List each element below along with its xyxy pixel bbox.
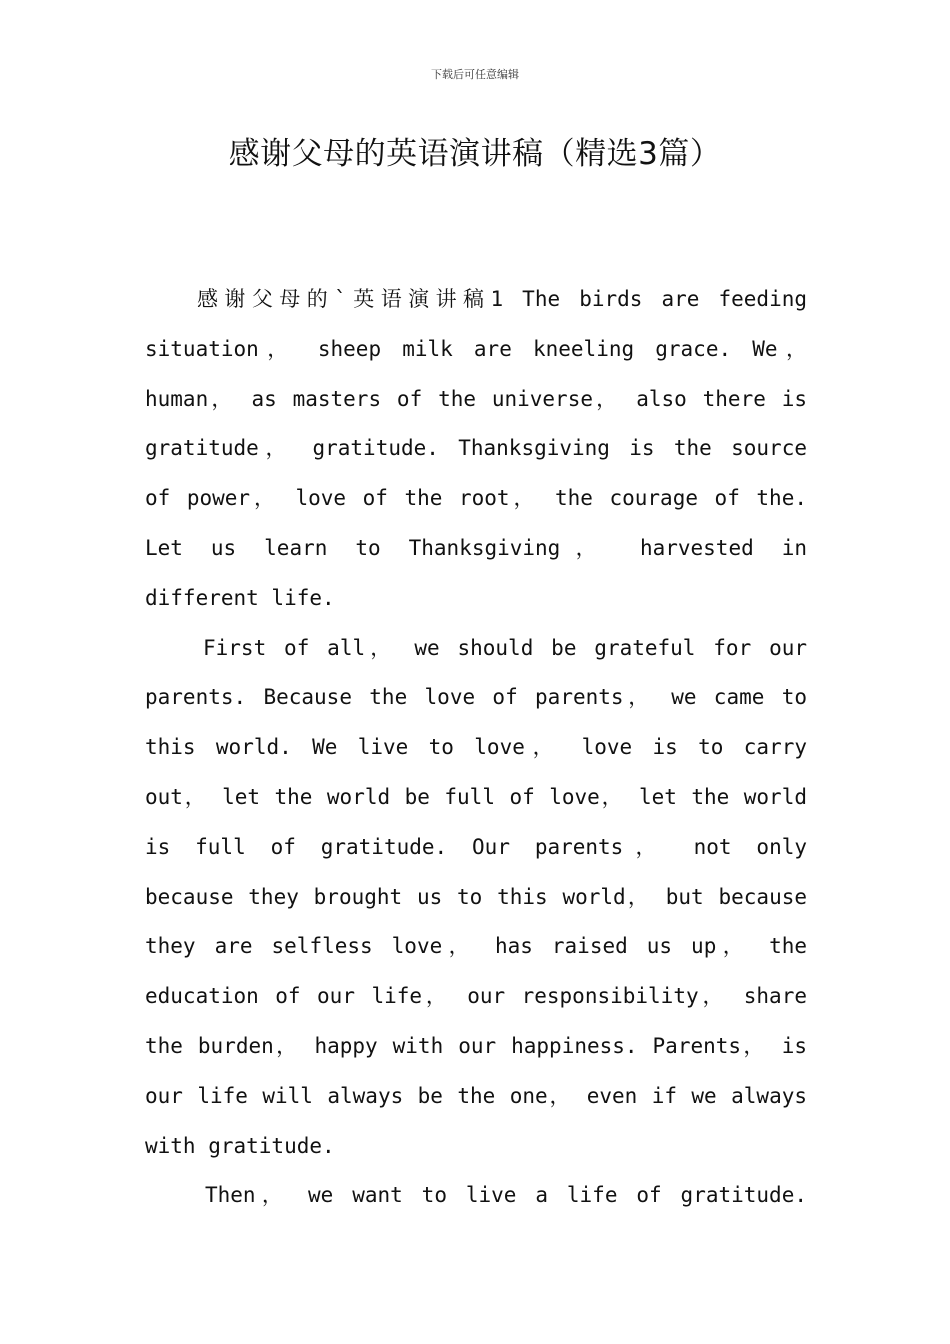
text-line: because they brought us to this world， but because bbox=[145, 884, 807, 909]
text-line: 感谢父母的`英语演讲稿1 The birds are feeding bbox=[197, 287, 807, 311]
text-line: First of all， we should be grateful for our bbox=[203, 635, 807, 660]
text-line: human， as masters of the universe， also there is bbox=[145, 386, 807, 411]
text-line: this world. We live to love， love is to carry bbox=[145, 735, 807, 760]
text-line: situation， sheep milk are kneeling grace. We， bbox=[145, 336, 807, 361]
text-line: education of our life， our responsibility， share bbox=[145, 984, 807, 1009]
text-line: gratitude， gratitude. Thanksgiving is the source bbox=[145, 436, 807, 461]
paragraph-3 bbox=[145, 1171, 807, 1221]
text-line: Then， we want to live a life of gratitude. bbox=[205, 1183, 807, 1208]
document-title: 感谢父母的英语演讲稿（精选3篇） bbox=[228, 136, 722, 172]
text-line: out， let the world be full of love， let the world bbox=[145, 784, 807, 809]
text-line: different life. bbox=[145, 585, 335, 610]
header-note: 下载后可任意编辑 bbox=[431, 68, 519, 81]
text-line: the burden， happy with our happiness. Parents， is bbox=[145, 1033, 807, 1058]
text-line: of power， love of the root， the courage of the. bbox=[145, 486, 807, 511]
paragraph-2 bbox=[145, 624, 807, 1172]
text-line: parents. Because the love of parents， we came to bbox=[145, 685, 807, 710]
text-line: Let us learn to Thanksgiving， harvested in bbox=[145, 535, 807, 560]
text-line: our life will always be the one， even if we always bbox=[145, 1083, 807, 1108]
paragraph-1 bbox=[145, 275, 807, 624]
text-line: with gratitude. bbox=[145, 1133, 335, 1158]
text-line: they are selfless love， has raised us up， the bbox=[145, 934, 807, 959]
document-body bbox=[145, 275, 807, 1221]
text-line: is full of gratitude. Our parents， not only bbox=[145, 834, 807, 859]
